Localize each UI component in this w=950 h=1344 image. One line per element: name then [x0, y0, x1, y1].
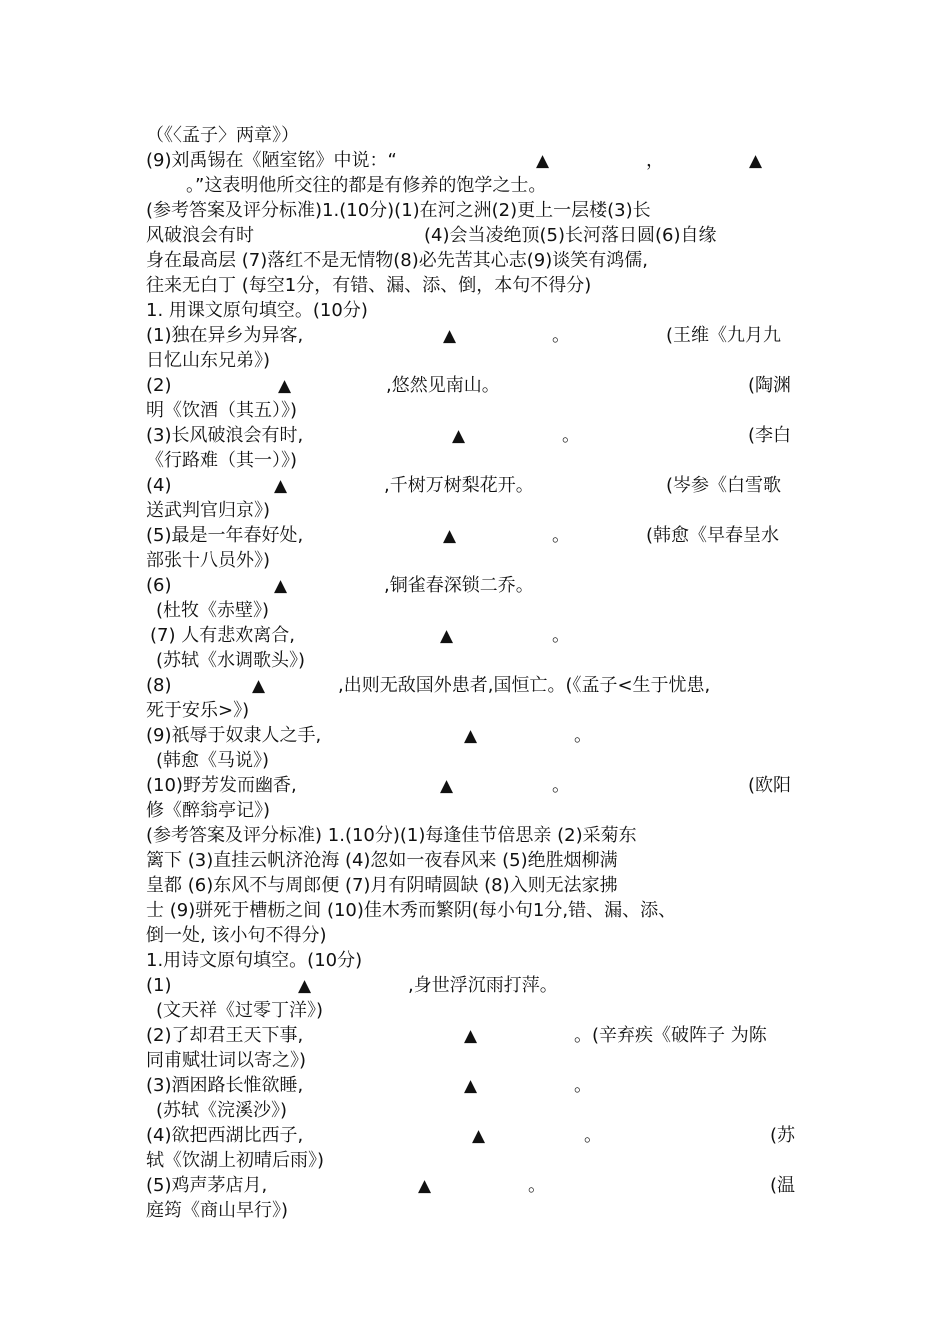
- text-segment: ,铜雀春深锁二乔。: [384, 575, 534, 596]
- text-segment: (参考答案及评分标准)1.(10分)(1)在河之洲(2)更上一层楼(3)长: [146, 200, 651, 221]
- text-segment: 。: [552, 775, 570, 796]
- text-segment: (9)刘禹锡在《陋室铭》中说：“: [146, 150, 397, 171]
- text-segment: 。: [574, 725, 592, 746]
- blank-marker-triangle: ▲: [472, 1126, 486, 1146]
- blank-marker-triangle: ▲: [440, 626, 454, 646]
- text-segment: (4)欲把西湖比西子,: [146, 1125, 304, 1146]
- text-segment: (2)了却君王天下事,: [146, 1025, 304, 1046]
- text-segment: 日忆山东兄弟》): [146, 350, 271, 371]
- text-segment: (3)酒困路长惟欲睡,: [146, 1075, 304, 1096]
- text-segment: (7) 人有悲欢离合,: [150, 625, 295, 646]
- text-segment: 。”这表明他所交往的都是有修养的饱学之士。: [186, 175, 547, 196]
- text-segment: (杜牧《赤壁》): [156, 600, 270, 621]
- text-segment: (岑参《白雪歌: [666, 475, 782, 496]
- text-segment: ，: [646, 150, 664, 171]
- blank-marker-triangle: ▲: [464, 1076, 478, 1096]
- text-segment: ,悠然见南山。: [386, 375, 500, 396]
- text-segment: 身在最高层 (7)落红不是无情物(8)必先苦其心志(9)谈笑有鸿儒,: [146, 250, 648, 271]
- text-segment: (5)最是一年春好处,: [146, 525, 304, 546]
- blank-marker-triangle: ▲: [298, 976, 312, 996]
- text-segment: (2): [146, 375, 172, 396]
- text-segment: 皇都 (6)东风不与周郎便 (7)月有阴晴圆缺 (8)入则无法家拂: [146, 875, 618, 896]
- blank-marker-triangle: ▲: [443, 526, 457, 546]
- blank-marker-triangle: ▲: [464, 1026, 478, 1046]
- blank-marker-triangle: ▲: [440, 776, 454, 796]
- text-segment: (6): [146, 575, 172, 596]
- text-segment: (4): [146, 475, 172, 496]
- blank-marker-triangle: ▲: [452, 426, 466, 446]
- blank-marker-triangle: ▲: [749, 151, 763, 171]
- blank-marker-triangle: ▲: [252, 676, 266, 696]
- text-segment: 明《饮酒（其五）》): [146, 400, 298, 421]
- text-segment: (3)长风破浪会有时,: [146, 425, 304, 446]
- text-segment: 篱下 (3)直挂云帆济沧海 (4)忽如一夜春风来 (5)绝胜烟柳满: [146, 850, 618, 871]
- text-segment: (苏轼《浣溪沙》): [156, 1100, 288, 1121]
- text-segment: 。: [552, 525, 570, 546]
- text-segment: (苏轼《水调歌头》): [156, 650, 306, 671]
- text-segment: (温: [770, 1175, 796, 1196]
- text-segment: 修《醉翁亭记》): [146, 800, 271, 821]
- blank-marker-triangle: ▲: [274, 576, 288, 596]
- text-segment: 死于安乐>》): [146, 700, 250, 721]
- blank-marker-triangle: ▲: [278, 376, 292, 396]
- text-segment: (1)独在异乡为异客,: [146, 325, 304, 346]
- text-segment: （《〈孟子〉两章》）: [146, 125, 299, 146]
- text-segment: (韩愈《马说》): [156, 750, 270, 771]
- text-segment: (陶渊: [748, 375, 792, 396]
- text-segment: (苏: [770, 1125, 796, 1146]
- text-segment: 。: [574, 1075, 592, 1096]
- text-segment: 同甫赋壮词以寄之》): [146, 1050, 307, 1071]
- blank-marker-triangle: ▲: [536, 151, 550, 171]
- text-segment: 《行路难（其一）》): [146, 450, 298, 471]
- section-heading: 1.用诗文原句填空。(10分): [146, 950, 363, 971]
- text-segment: 送武判官归京》): [146, 500, 271, 521]
- text-segment: (10)野芳发而幽香,: [146, 775, 297, 796]
- text-segment: 。: [562, 425, 580, 446]
- text-segment: 庭筠《商山早行》): [146, 1200, 289, 1221]
- text-segment: 倒一处, 该小句不得分): [146, 925, 327, 946]
- text-segment: (4)会当凌绝顶(5)长河落日圆(6)自缘: [424, 225, 717, 246]
- text-segment: (1): [146, 975, 172, 996]
- text-segment: (欧阳: [748, 775, 792, 796]
- text-segment: 风破浪会有时: [146, 225, 254, 246]
- text-segment: (参考答案及评分标准) 1.(10分)(1)每逢佳节倍思亲 (2)采菊东: [146, 825, 637, 846]
- text-segment: (文天祥《过零丁洋》): [156, 1000, 324, 1021]
- blank-marker-triangle: ▲: [418, 1176, 432, 1196]
- text-segment: 轼《饮湖上初晴后雨》): [146, 1150, 325, 1171]
- text-segment: 。: [552, 625, 570, 646]
- text-segment: (王维《九月九: [666, 325, 782, 346]
- text-segment: ,千树万树梨花开。: [384, 475, 534, 496]
- section-heading: 1. 用课文原句填空。(10分): [146, 300, 368, 321]
- text-segment: (9)祇辱于奴隶人之手,: [146, 725, 322, 746]
- text-segment: ,出则无敌国外患者,国恒亡。(《孟子<生于忧患,: [338, 675, 711, 696]
- text-segment: 部张十八员外》): [146, 550, 271, 571]
- text-segment: (5)鸡声茅店月,: [146, 1175, 268, 1196]
- text-segment: ,身世浮沉雨打萍。: [408, 975, 558, 996]
- text-segment: 士 (9)骈死于槽枥之间 (10)佳木秀而繁阴(每小句1分,错、漏、添、: [146, 900, 677, 921]
- text-segment: 往来无白丁 (每空1分，有错、漏、添、倒，本句不得分): [146, 275, 592, 296]
- text-segment: 。: [584, 1125, 602, 1146]
- text-segment: 。: [552, 325, 570, 346]
- text-segment: 。(辛弃疾《破阵子 为陈: [574, 1025, 767, 1046]
- blank-marker-triangle: ▲: [443, 326, 457, 346]
- text-segment: (李白: [748, 425, 792, 446]
- text-segment: (韩愈《早春呈水: [646, 525, 780, 546]
- blank-marker-triangle: ▲: [464, 726, 478, 746]
- text-segment: (8): [146, 675, 172, 696]
- text-segment: 。: [528, 1175, 546, 1196]
- blank-marker-triangle: ▲: [274, 476, 288, 496]
